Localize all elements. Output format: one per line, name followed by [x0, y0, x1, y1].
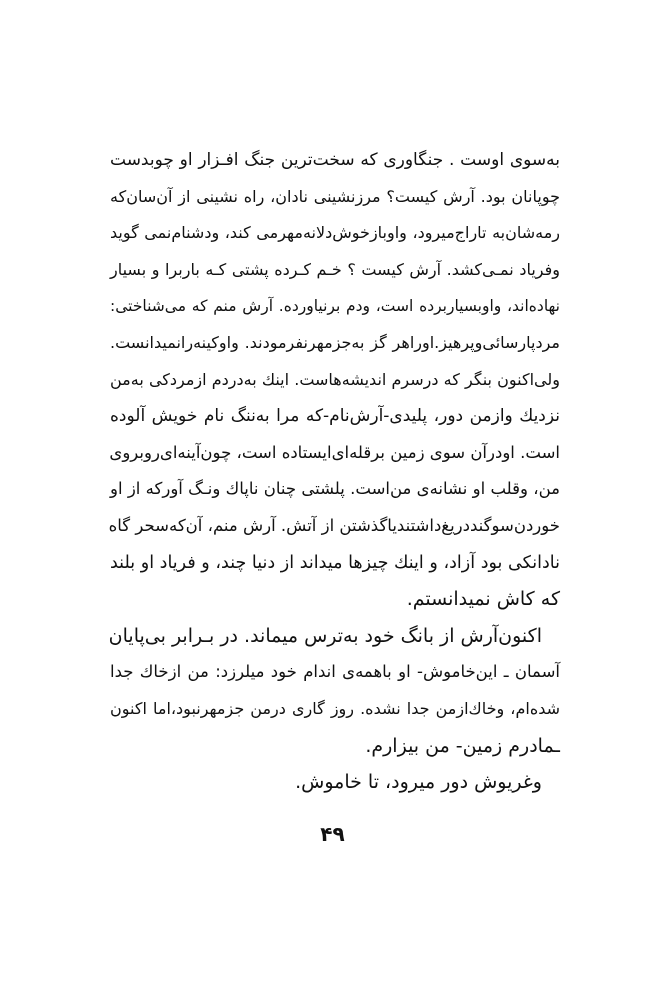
page-number: ۴۹ — [320, 822, 345, 846]
text-line: مردپارسائی‌وپرهیز.اوراهر گز به‌جزمهرنفرمودند. واوکینه‌رانمیدانست. — [110, 332, 560, 352]
text-line: من، وقلب او نشانه‌ی من‌است. پلشتی چنان ناپاك ونـگ آورکه از او — [110, 479, 560, 499]
text-line: است. اودرآن سوی زمین برقله‌ای‌ایستاده است، چون‌آینه‌ای‌روبروی — [109, 442, 560, 462]
text-line: چوپانان بود. آرش کیست؟ مرزنشینی نادان، راه نشینی از آن‌سان‌که — [110, 186, 560, 206]
text-line: نهاده‌اند، واوبسیاربرده است، ودم برنیاورده. آرش منم که می‌شناختی: — [110, 297, 560, 316]
text-line: آسمان ـ این‌خاموش- او باهمه‌ی اندام خود میلرزد: من ازخاك جدا — [110, 662, 560, 682]
text-line: وفریاد نمـی‌کشد. آرش کیست ؟ خـم کـرده پشتی کـه باربرا و بسیار — [110, 259, 560, 279]
text-line: رمه‌شان‌به تاراج‌میرود، واوبازخوش‌دلانه‌مهرمی کند، ودشنام‌نمی گوید — [110, 223, 560, 243]
final-line: وغریوش دور میرود، تا خاموش. — [295, 771, 542, 794]
body-text — [110, 142, 560, 801]
text-line: نادانکی بود آزاد، و اینك چیزها میداند از دنیا چند، و فریاد او بلند — [110, 552, 560, 573]
text-line: نزدیك وازمن دور، پلیدی-آرش‌نام-که مرا به‌ننگ نام خویش آلوده — [110, 406, 560, 427]
text-line: خوردن‌سوگنددریغ‌داشتندیاگذشتن از آتش. آرش منم، آن‌که‌سحر گاه — [108, 515, 560, 535]
paragraph-end-line: ـمادرم زمین- من بیزارم. — [365, 734, 560, 757]
text-line: شده‌ام، وخاك‌ازمن جدا نشده. روز گاری درمن جزمهرنبود،اما اکنون — [110, 698, 560, 718]
text-line: به‌سوی اوست . جنگاوری که سخت‌ترین جنگ افـزار او چوبدست — [110, 150, 560, 170]
text-line: ولی‌اکنون بنگر که درسرم اندیشه‌هاست. اینك به‌دردم ازمردکی به‌من — [110, 369, 560, 389]
paragraph-start-line: اکنون‌آرش از بانگ خود به‌ترس میماند. در بـرابر بی‌پایان — [108, 624, 542, 647]
paragraph-end-line: که کاش نمیدانستم. — [406, 588, 560, 611]
